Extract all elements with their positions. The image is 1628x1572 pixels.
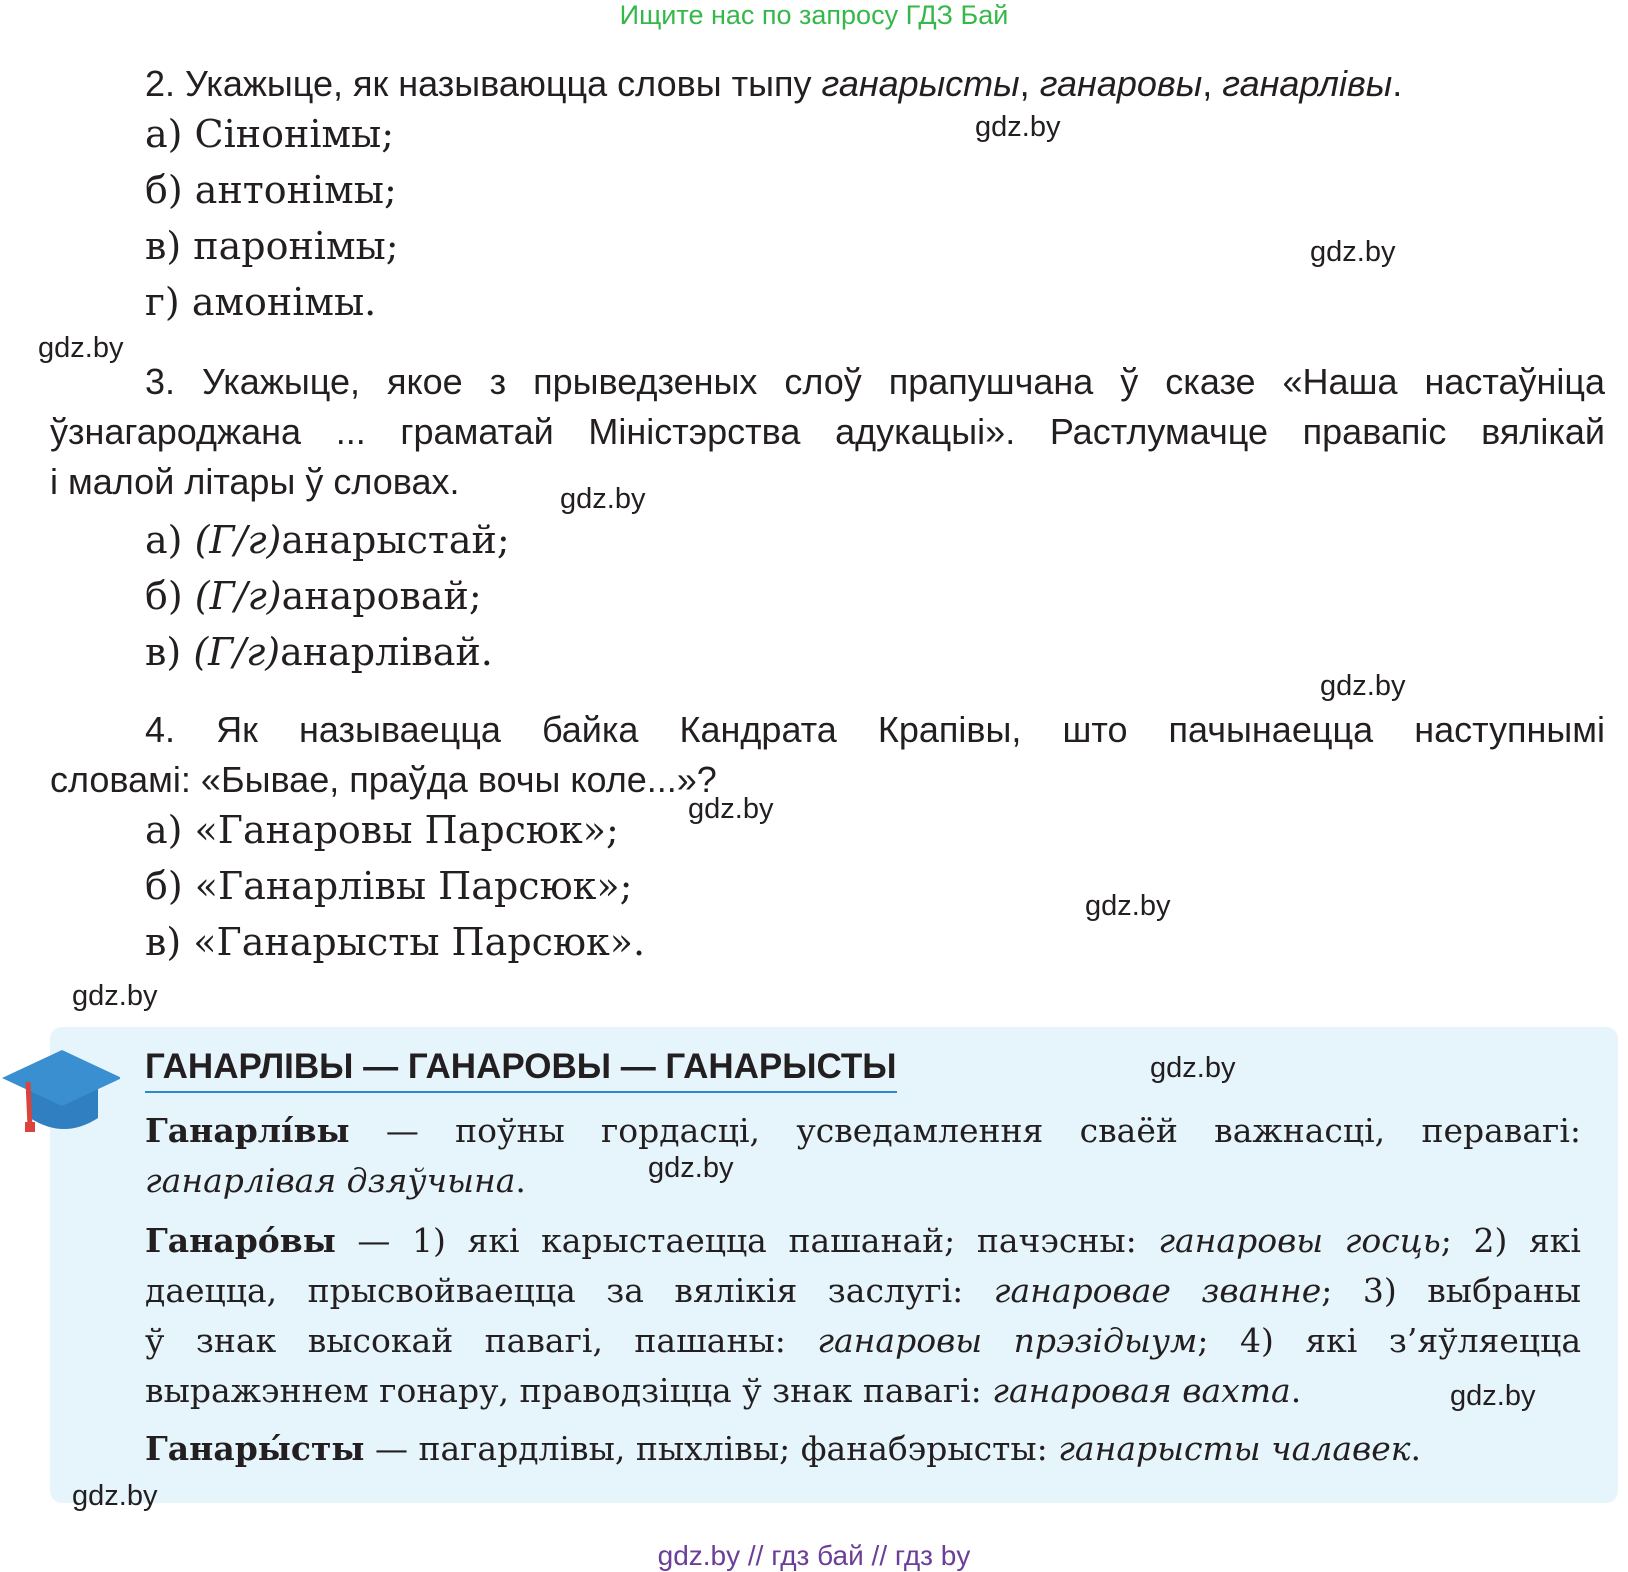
def-ganarovy-l2: даецца, прысвойваецца за вялікія заслугі:	[145, 1271, 994, 1310]
q2-word-1: ганарысты	[821, 63, 1020, 104]
watermark: gdz.by	[560, 483, 646, 515]
q2-option-b: б) антонімы;	[145, 168, 397, 212]
q4-option-b: б) «Ганарлівы Парсюк»;	[145, 864, 633, 908]
info-title: ГАНАРЛІВЫ — ГАНАРОВЫ — ГАНАРЫСТЫ	[145, 1047, 897, 1093]
def-ganarovy-ex4: ганаровая вахта	[992, 1371, 1291, 1410]
def-ganarysty-end: .	[1410, 1429, 1421, 1468]
watermark: gdz.by	[1310, 236, 1396, 268]
def-ganarovy-l4: выражэннем гонару, праводзіцца ў знак павагі:	[145, 1371, 993, 1410]
q3-option-c	[145, 630, 493, 674]
watermark: gdz.by	[648, 1152, 734, 1184]
q2-word-2: ганаровы	[1039, 63, 1203, 104]
q2-end: .	[1392, 63, 1403, 104]
definition-ganarysty	[145, 1424, 1581, 1474]
q2-option-d: г) амонімы.	[145, 280, 377, 324]
def-ganarovy-l4-end: .	[1290, 1371, 1302, 1410]
q2-sep-2: ,	[1202, 63, 1223, 104]
q3-option-a-prefix: (Г/г)	[194, 518, 282, 562]
graduation-cap-icon	[0, 1040, 120, 1140]
q2-sep-1: ,	[1019, 63, 1040, 104]
q3-option-c-prefix: (Г/г)	[193, 630, 281, 674]
q3-option-a-label: а)	[145, 518, 195, 562]
watermark: gdz.by	[688, 793, 774, 825]
def-ganarovy-ex1: ганаровы госць	[1158, 1221, 1441, 1260]
def-ganarovy-l1: — 1) які карыстаецца пашанай; пачэсны:	[335, 1221, 1159, 1260]
def-ganarlivy-example: ганарлівая дзяўчына	[145, 1161, 516, 1200]
watermark: gdz.by	[72, 1480, 158, 1512]
definition-ganarovy	[145, 1216, 1581, 1416]
def-ganarovy-ex3: ганаровы прэзідыум	[817, 1321, 1198, 1360]
footer-text: gdz.by // гдз бай // гдз by	[657, 1540, 971, 1571]
def-ganarlivy-text: — поўны гордасці, усведамлення сваёй важнасці, перавагі:	[349, 1111, 1581, 1150]
term-ganarovy: Ганаро́вы	[145, 1221, 336, 1260]
q3-option-b-label: б)	[145, 574, 195, 618]
def-ganarovy-ex2: ганаровае званне	[993, 1271, 1322, 1310]
def-ganarovy-l2-end: ; 3) выбраны	[1321, 1271, 1581, 1310]
q3-line-2: ўзнагароджана ... граматай Міністэрства адукацыі». Растлумачце правапіс вялікай	[50, 411, 1605, 452]
question-3	[50, 357, 1605, 507]
q3-line-1: 3. Укажыце, якое з прыведзеных слоў прапушчана ў сказе «Наша настаўніца	[145, 361, 1605, 402]
def-ganarysty-example: ганарысты чалавек	[1058, 1429, 1411, 1468]
def-ganarovy-l3-end: ; 4) які з’яўляецца	[1197, 1321, 1581, 1360]
watermark: gdz.by	[1450, 1380, 1536, 1412]
question-4	[50, 705, 1605, 805]
q3-option-b	[145, 574, 482, 618]
q2-word-3: ганарлівы	[1222, 63, 1393, 104]
q4-line-1: 4. Як называецца байка Кандрата Крапівы, што пачынаецца наступнымі	[145, 709, 1605, 750]
q3-option-a	[145, 518, 510, 562]
q2-option-a: а) Сінонімы;	[145, 112, 395, 156]
watermark: gdz.by	[975, 111, 1061, 143]
q3-option-c-label: в)	[145, 630, 194, 674]
watermark: gdz.by	[72, 980, 158, 1012]
question-2	[145, 59, 1585, 109]
def-ganarovy-l3: ў знак высокай павагі, пашаны:	[145, 1321, 818, 1360]
def-ganarovy-l1-end: ; 2) які	[1440, 1221, 1581, 1260]
q2-text: 2. Укажыце, як называюцца словы тыпу	[145, 63, 822, 104]
search-banner: Ищите нас по запросу ГДЗ Бай	[619, 0, 1009, 30]
watermark: gdz.by	[1150, 1052, 1236, 1084]
def-ganarysty-text: — пагардлівы, пыхлівы; фанабэрысты:	[364, 1429, 1059, 1468]
q4-option-c: в) «Ганарысты Парсюк».	[145, 920, 646, 964]
definition-ganarlivy	[145, 1106, 1581, 1206]
watermark: gdz.by	[38, 332, 124, 364]
q3-line-3: і малой літары ў словах.	[50, 461, 460, 502]
q4-option-a: а) «Ганаровы Парсюк»;	[145, 808, 619, 852]
term-ganarysty: Ганары́сты	[145, 1429, 365, 1468]
q2-option-c: в) паронімы;	[145, 224, 399, 268]
q3-option-c-rest: анарлівай.	[280, 630, 493, 674]
q3-option-b-prefix: (Г/г)	[194, 574, 282, 618]
watermark: gdz.by	[1320, 670, 1406, 702]
term-ganarlivy: Ганарлі́вы	[145, 1111, 350, 1150]
q3-option-a-rest: анарыстай;	[281, 518, 510, 562]
def-ganarlivy-end: .	[515, 1161, 526, 1200]
watermark: gdz.by	[1085, 890, 1171, 922]
q4-line-2: словамі: «Бывае, праўда вочы коле...»?	[50, 759, 717, 800]
q3-option-b-rest: анаровай;	[281, 574, 482, 618]
